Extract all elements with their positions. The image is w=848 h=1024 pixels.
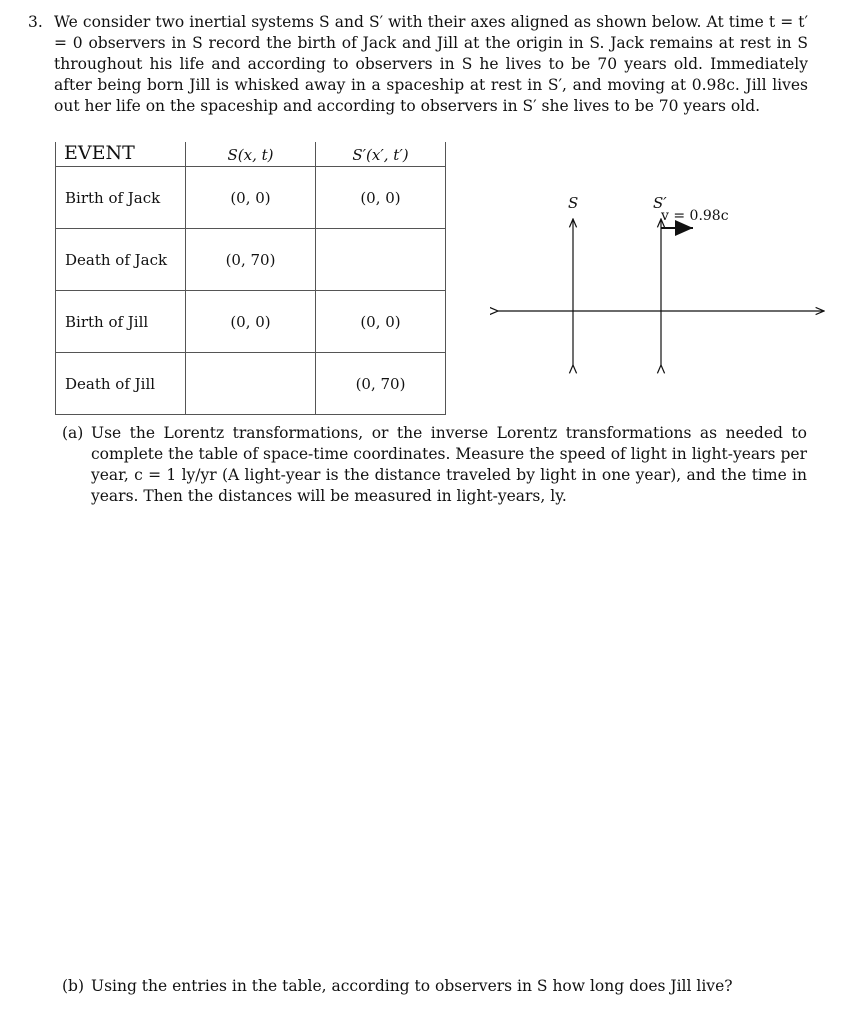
table-row [56, 353, 446, 415]
table-header-row [56, 142, 446, 167]
s-coords: (0, 0) [186, 167, 316, 229]
event-name: Birth of Jill [56, 291, 186, 353]
part-b-label: (b) [62, 977, 85, 995]
part-a [62, 423, 807, 507]
problem-number: 3. [28, 13, 43, 31]
part-b [62, 976, 807, 997]
event-name: Birth of Jack [56, 167, 186, 229]
s-coords: (0, 0) [186, 291, 316, 353]
sprime-coords: (0, 0) [316, 167, 446, 229]
header-sprime: S′(x′, t′) [316, 142, 446, 167]
table-row [56, 167, 446, 229]
s-coords [186, 353, 316, 415]
reference-frames-diagram [490, 185, 835, 375]
sprime-coords: (0, 0) [316, 291, 446, 353]
spacetime-table [55, 142, 446, 415]
event-name: Death of Jack [56, 229, 186, 291]
velocity-label: v = 0.98c [661, 208, 729, 224]
event-name: Death of Jill [56, 353, 186, 415]
table-row [56, 291, 446, 353]
header-s: S(x, t) [186, 142, 316, 167]
s-frame-label: S [568, 194, 579, 212]
s-coords: (0, 70) [186, 229, 316, 291]
sprime-coords: (0, 70) [316, 353, 446, 415]
table-row [56, 229, 446, 291]
part-b-text: Using the entries in the table, according to observers in S how long does Jill live? [91, 977, 733, 995]
problem-statement [28, 12, 808, 117]
problem-text: We consider two inertial systems S and S′ with their axes aligned as shown below. At time t = t′ = 0 observers in S record the birth of Jack and Jill at the origin in S. Jack remains at rest in S throughout his life and according to observers in S he lives to be 70 years old. Immediately after being born Jill is whisked away in a spaceship at rest in S′, and moving at 0.98c. Jill lives out her life on the spaceship and according to observers in S′ she lives to be 70 years old. [54, 13, 808, 115]
part-a-label: (a) [62, 424, 84, 442]
header-event: EVENT [56, 142, 186, 167]
sprime-coords [316, 229, 446, 291]
sprime-frame-label: S′ [653, 194, 667, 212]
part-a-text: Use the Lorentz transformations, or the inverse Lorentz transformations as needed to complete the table of space-time coordinates. Measure the speed of light in light-years per year, c = 1 ly/yr (A light-year is the distance traveled by light in one year), and the time in years. Then the distances will be measured in light-years, ly. [91, 424, 807, 505]
